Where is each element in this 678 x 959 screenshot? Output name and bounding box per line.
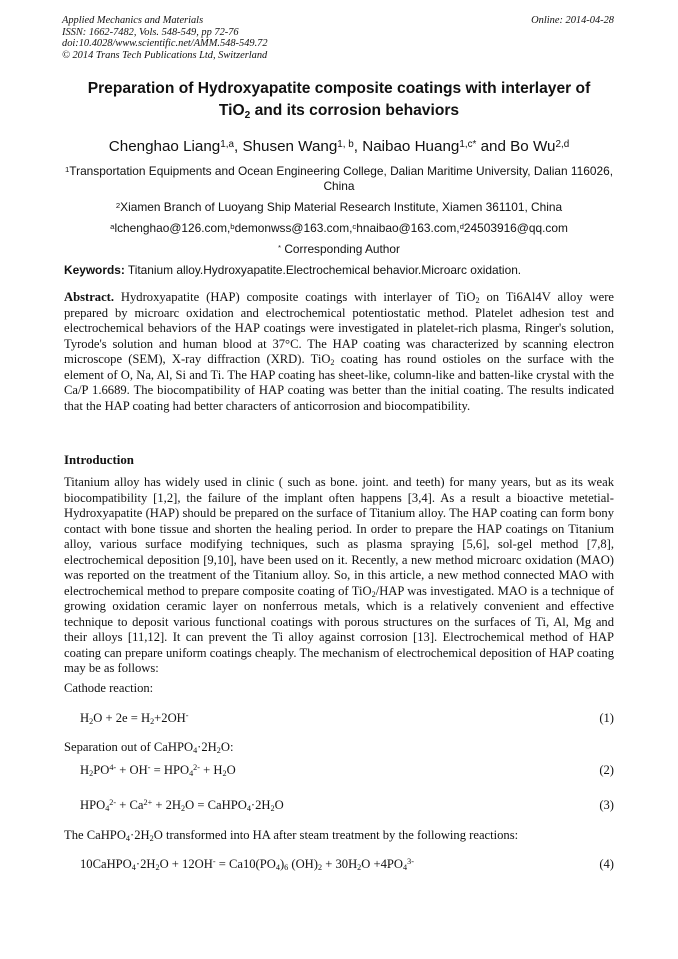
email-link[interactable]: hnaibao@163.com,: [356, 221, 460, 235]
copyright-line: © 2014 Trans Tech Publications Ltd, Switzerland: [62, 49, 268, 61]
transform-label: The $CaHPO_4\cdot 2H_2O$ transformed into HA after steam treatment by the following reactions:: [64, 828, 519, 844]
equation-number: (3): [599, 798, 614, 812]
paper-title: [60, 78, 618, 122]
equation-4: $10CaHPO_4\cdot 2H_2O + 12OH^- = Ca10(PO_4)_6$ $(OH)_2 + 30H_2O +4PO_4^{3-}$: [80, 857, 414, 873]
journal-header: [62, 15, 268, 61]
journal-name: Applied Mechanics and Materials: [62, 15, 204, 26]
title-line-1: Preparation of Hydroxyapatite composite coatings with interlayer of: [87, 80, 591, 97]
equation-1: $H_2O + 2e = H_2+2OH^-$: [80, 711, 189, 727]
doi-line: doi:10.4028/www.scientific.net/AMM.548-549.72: [62, 38, 268, 50]
abstract: Abstract. Hydroxyapatite (HAP) composite coatings with interlayer of TiO$_2$ on Ti6Al4V alloy were prepared by microarc oxidation and electrochemical potentiostatic method. Platelet adhesion test and electrochemical behaviors of the HAP coatings were investigated in platelet-rich plasma, Ringer's solution, Tyrode's solution and human blood at 37°C. The HAP coating was characterized by scanning electron microscope (SEM), X-ray diffraction (XRD). TiO$_2$ coating has round ostioles on the surface with the element of O, Na, Al, Si and Ti. The HAP coating has sheet-like, column-like and batten-like crystal with the Ca/P 1.6689. The biocompatibility of HAP coating was better than the initial coating. The results indicated that the HAP coating had better characters of anticorrosion and biocompatibility.: [64, 290, 614, 413]
author: Chenghao Liang: [108, 138, 221, 155]
author: Shusen Wang: [242, 138, 338, 155]
introduction-text: Titanium alloy has widely used in clinic ( such as bone. joint. and teeth) for many years, but as its weak biocompatibility [1,2], the failure of the implant often happens [3,4]. As a result a bioactive metetial- Hydroxyapatite (HAP) should be prepared on the surface of Titanium alloy. The HAP coating can form bony contact with bone tissue and shorten the healing period. In order to prepare the HAP coatings on Titanium alloy, various surface modifying techniques, such as plasma spraying [5,6], sol-gel method [7,8], electrochemical deposition [9,10], have been used on it. Recently, a new method microarc oxidation (MAO) was reported on the treatment of the Titanium alloy. So, in this article, a new method connected MAO with electrochemical method to prepare composite coating of TiO$_2$/HAP was investigated. MAO is a technique of growing oxidation ceramic layer on nonferrous metals, which is a relatively convenient and effective technique to deposit various functional coatings with porous structures on the surfaces of Ti, Al, Mg and their alloys [11,12]. It can prevent the Ti alloy against corrosion [13]. Electrochemical method of HAP coating can prepare uniform coatings cheaply. The mechanism of electrochemical deposition of HAP coating may be as follows:: [64, 475, 614, 675]
separation-label: Separation out of $CaHPO_4\cdot 2H_2O$:: [64, 740, 234, 756]
author: Naibao Huang: [362, 138, 460, 155]
equation-3: $HPO_4^{2-} + Ca^{2+} + 2H_2O$ = $CaHPO_4\cdot 2H_2O$: [80, 798, 284, 814]
section-heading: Introduction: [64, 453, 134, 467]
affiliation-1: $^1$Transportation Equipments and Ocean Engineering College, Dalian Maritime University, Dalian 116026, China: [64, 164, 614, 193]
affiliation-2: $^2$Xiamen Branch of Luoyang Ship Material Research Institute, Xiamen 361101, China: [115, 200, 563, 214]
cathode-reaction-label: Cathode reaction:: [64, 681, 154, 695]
email-link[interactable]: lchenghao@126.com,: [114, 221, 231, 235]
online-date: Online: 2014-04-28: [531, 15, 614, 26]
equation-number: (2): [599, 763, 614, 777]
equation-number: (4): [599, 857, 614, 871]
author-list: Chenghao Liang$^{1,a}$, Shusen Wang$^{1, b}$, Naibao Huang$^{1,c*}$ and Bo Wu$^{2,d}$: [108, 138, 570, 155]
equation-number: (1): [599, 711, 614, 725]
email-link[interactable]: demonwss@163.com,: [234, 221, 353, 235]
title-line-2: TiO$_2$ and its corrosion behaviors: [218, 102, 460, 121]
abstract-label: Abstract.: [64, 290, 115, 304]
author-emails: $^a$lchenghao@126.com,$^b$demonwss@163.com,$^c$hnaibao@163.com,$^d$24503916@qq.com: [110, 221, 568, 235]
keywords: Keywords: Titanium alloy.Hydroxyapatite.Electrochemical behavior.Microarc oxidation.: [64, 263, 522, 277]
issn-line: ISSN: 1662-7482, Vols. 548-549, pp 72-76: [62, 26, 239, 38]
email-link[interactable]: 24503916@qq.com: [463, 221, 568, 235]
keywords-label: Keywords:: [64, 263, 125, 277]
equation-2: $H_2PO^{4-} + OH^- = HPO_4^{2-} + H_2O$: [80, 763, 236, 779]
author: Bo Wu: [510, 138, 556, 155]
corresponding-author-note: * Corresponding Author: [278, 242, 400, 256]
